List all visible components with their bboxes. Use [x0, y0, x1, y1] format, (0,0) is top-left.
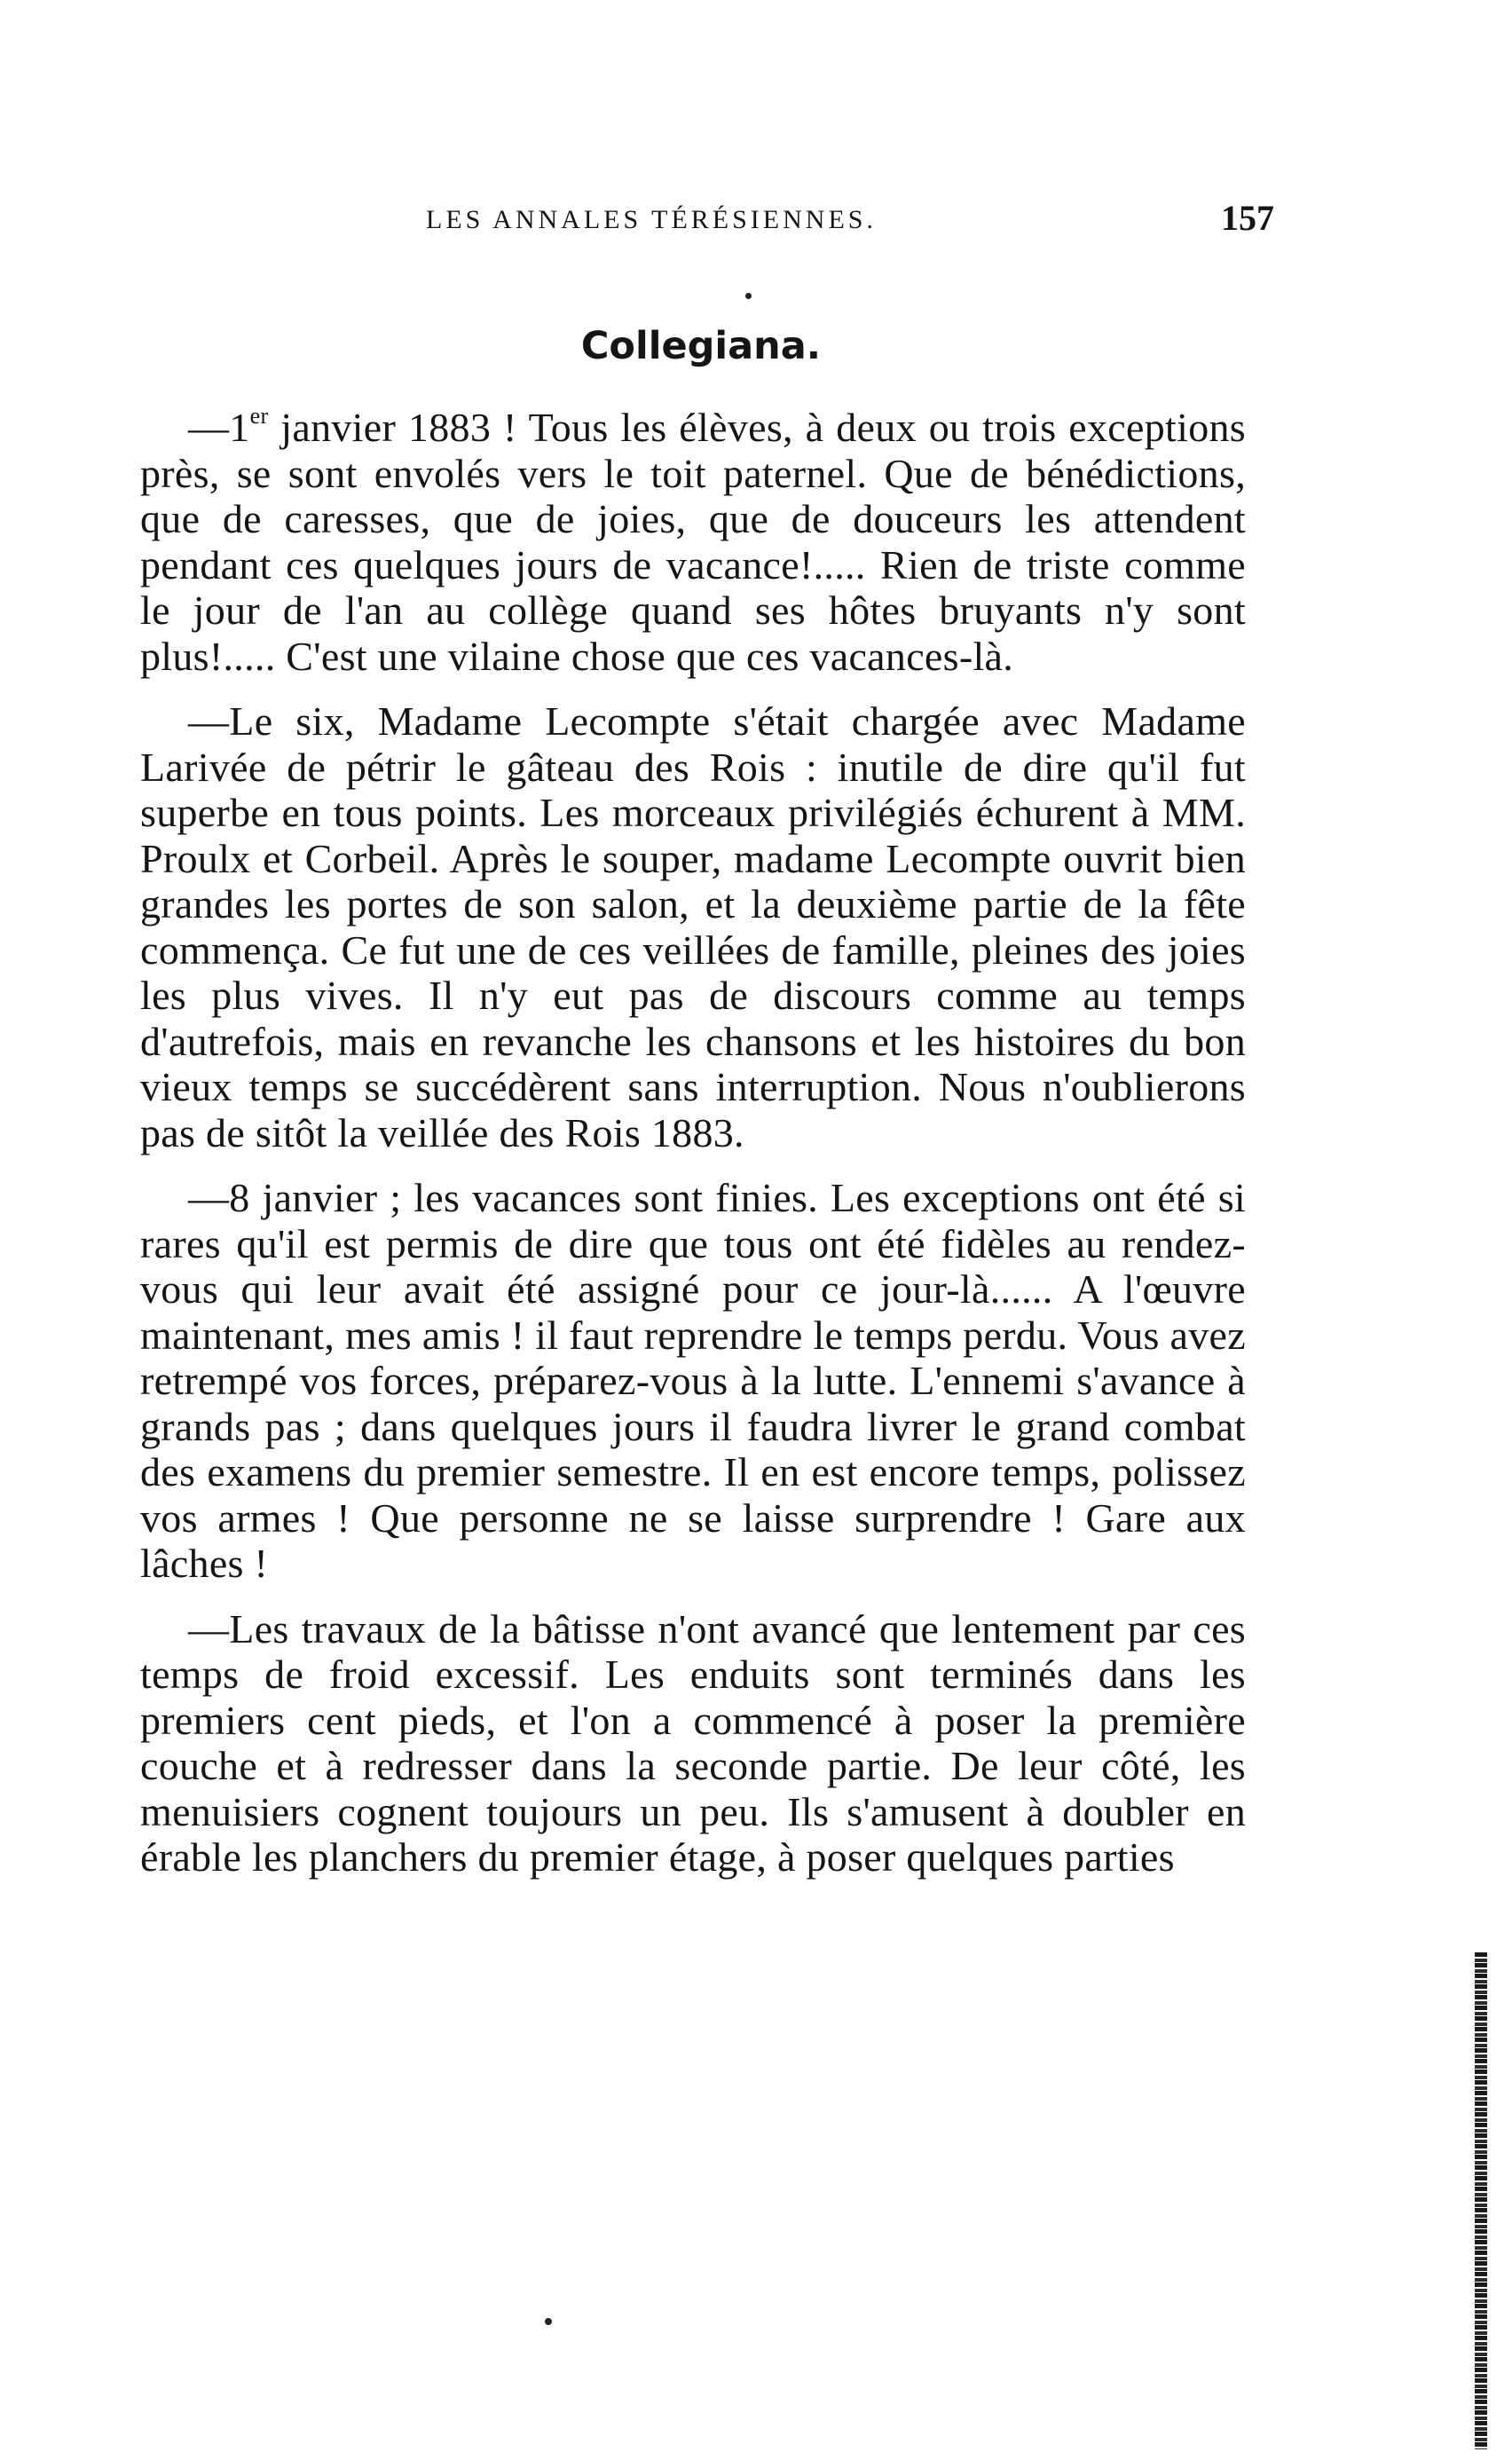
margin-scan-edge: [1475, 1952, 1487, 2449]
footer-dot: [545, 2318, 552, 2325]
ordinal-superscript: er: [249, 403, 269, 429]
ornament-dot: [745, 293, 752, 299]
paragraph-new-year: [140, 405, 1246, 679]
paragraph-kings-cake: —Le six, Madame Lecompte s'était chargée avec Madame Larivée de pétrir le gâteau des Rois : inutile de dire qu'il fut superbe en tous points. Les morceaux privilégiés échurent à MM. Proulx et Corbeil. Après le souper, madame Lecompte ouvrit bien grandes les portes de son salon, et la deuxième partie de la fête commença. Ce fut une de ces veillées de famille, pleines des joies les plus vives. Il n'y eut pas de discours comme au temps d'autrefois, mais en revanche les chansons et les histoires du bon vieux temps se succédèrent sans interruption. Nous n'oublierons pas de sitôt la veillée des Rois 1883.: [140, 698, 1246, 1155]
paragraph-lead: —1: [188, 405, 250, 450]
page-number: 157: [1221, 198, 1274, 238]
running-title: LES ANNALES TÉRÉSIENNES.: [426, 205, 877, 234]
paragraph-text: janvier 1883 ! Tous les élèves, à deux ou trois exceptions près, se sont envolés vers le toit paternel. Que de bénédictions, que de caresses, que de joies, que de douceurs les attendent pendant ces quelques jours de vacance!..... Rien de triste comme le jour de l'an au collège quand ses hôtes bruyants n'y sont plus!..... C'est une vilaine chose que ces vacances-là.: [140, 405, 1246, 679]
paragraph-construction: —Les travaux de la bâtisse n'ont avancé que lentement par ces temps de froid excessif. Les enduits sont terminés dans les premiers cent pieds, et l'on a commencé à poser la première couche et à redresser dans la seconde partie. De leur côté, les menuisiers cognent toujours un peu. Ils s'amusent à doubler en érable les planchers du premier étage, à poser quelques parties: [140, 1605, 1246, 1880]
section-title: Collegiana.: [580, 324, 822, 368]
body-text: [140, 405, 1246, 1900]
paragraph-return: —8 janvier ; les vacances sont finies. Les exceptions ont été si rares qu'il est permis de dire que tous ont été fidèles au rendez-vous qui leur avait été assigné pour ce jour-là...... A l'œuvre maintenant, mes amis ! il faut reprendre le temps perdu. Vous avez retrempé vos forces, préparez-vous à la lutte. L'ennemi s'avance à grands pas ; dans quelques jours il faudra livrer le grand combat des examens du premier semestre. Il en est encore temps, polissez vos armes ! Que personne ne se laisse surprendre ! Gare aux lâches !: [140, 1175, 1246, 1586]
